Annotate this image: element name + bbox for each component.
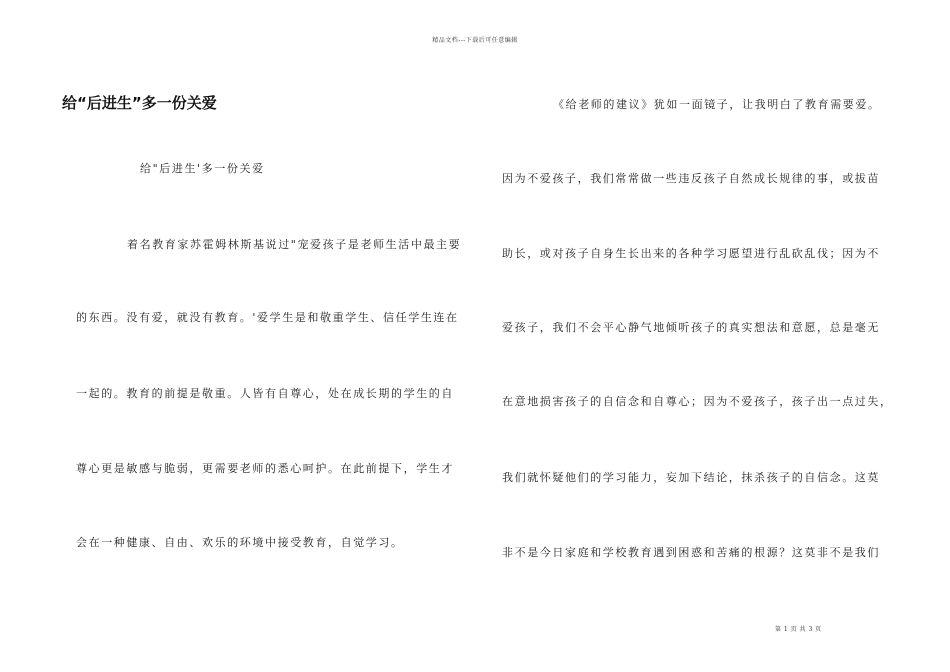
paragraph-line: 因为不爱孩子，我们常常做一些违反孩子自然成长规律的事，或拔苗 <box>502 172 880 185</box>
paragraph-line: 一起的。教育的前提是敬重。人皆有自尊心，处在成长期的学生的自 <box>76 387 454 400</box>
paragraph-line: 《给老师的建议》犹如一面镜子，让我明白了教育需要爱。 <box>553 98 881 111</box>
paragraph-line: 会在一种健康、自由、欢乐的环境中接受教育，自觉学习。 <box>76 536 404 549</box>
paragraph-line: 爱孩子，我们不会平心静气地倾听孩子的真实想法和意愿，总是毫无 <box>502 321 880 334</box>
page-number: 第 1 页 共 3 页 <box>775 626 822 633</box>
page-title: 给“后进生”多一份关爱 <box>62 94 217 112</box>
document-subtitle: 给"后进生'多一份关爱 <box>140 162 265 175</box>
paragraph-line: 非不是今日家庭和学校教育遇到困惑和苦痛的根源？这莫非不是我们 <box>502 546 880 559</box>
paragraph-line: 助长，或对孩子自身生长出来的各种学习愿望进行乱砍乱伐；因为不 <box>502 247 880 260</box>
paragraph-line: 着名教育家苏霍姆林斯基说过"宠爱孩子是老师生活中最主要 <box>127 238 462 251</box>
header-note: 精品文档---下载后可任意编辑 <box>432 37 518 44</box>
paragraph-line: 我们就怀疑他们的学习能力，妄加下结论，抹杀孩子的自信念。这莫 <box>502 471 880 484</box>
paragraph-line: 尊心更是敏感与脆弱，更需要老师的悉心呵护。在此前提下，学生才 <box>76 462 454 475</box>
paragraph-line: 在意地损害孩子的自信念和自尊心；因为不爱孩子，孩子出一点过失， <box>502 395 893 408</box>
paragraph-line: 的东西。没有爱，就没有教育。'爱学生是和敬重学生、信任学生连在 <box>76 311 459 324</box>
